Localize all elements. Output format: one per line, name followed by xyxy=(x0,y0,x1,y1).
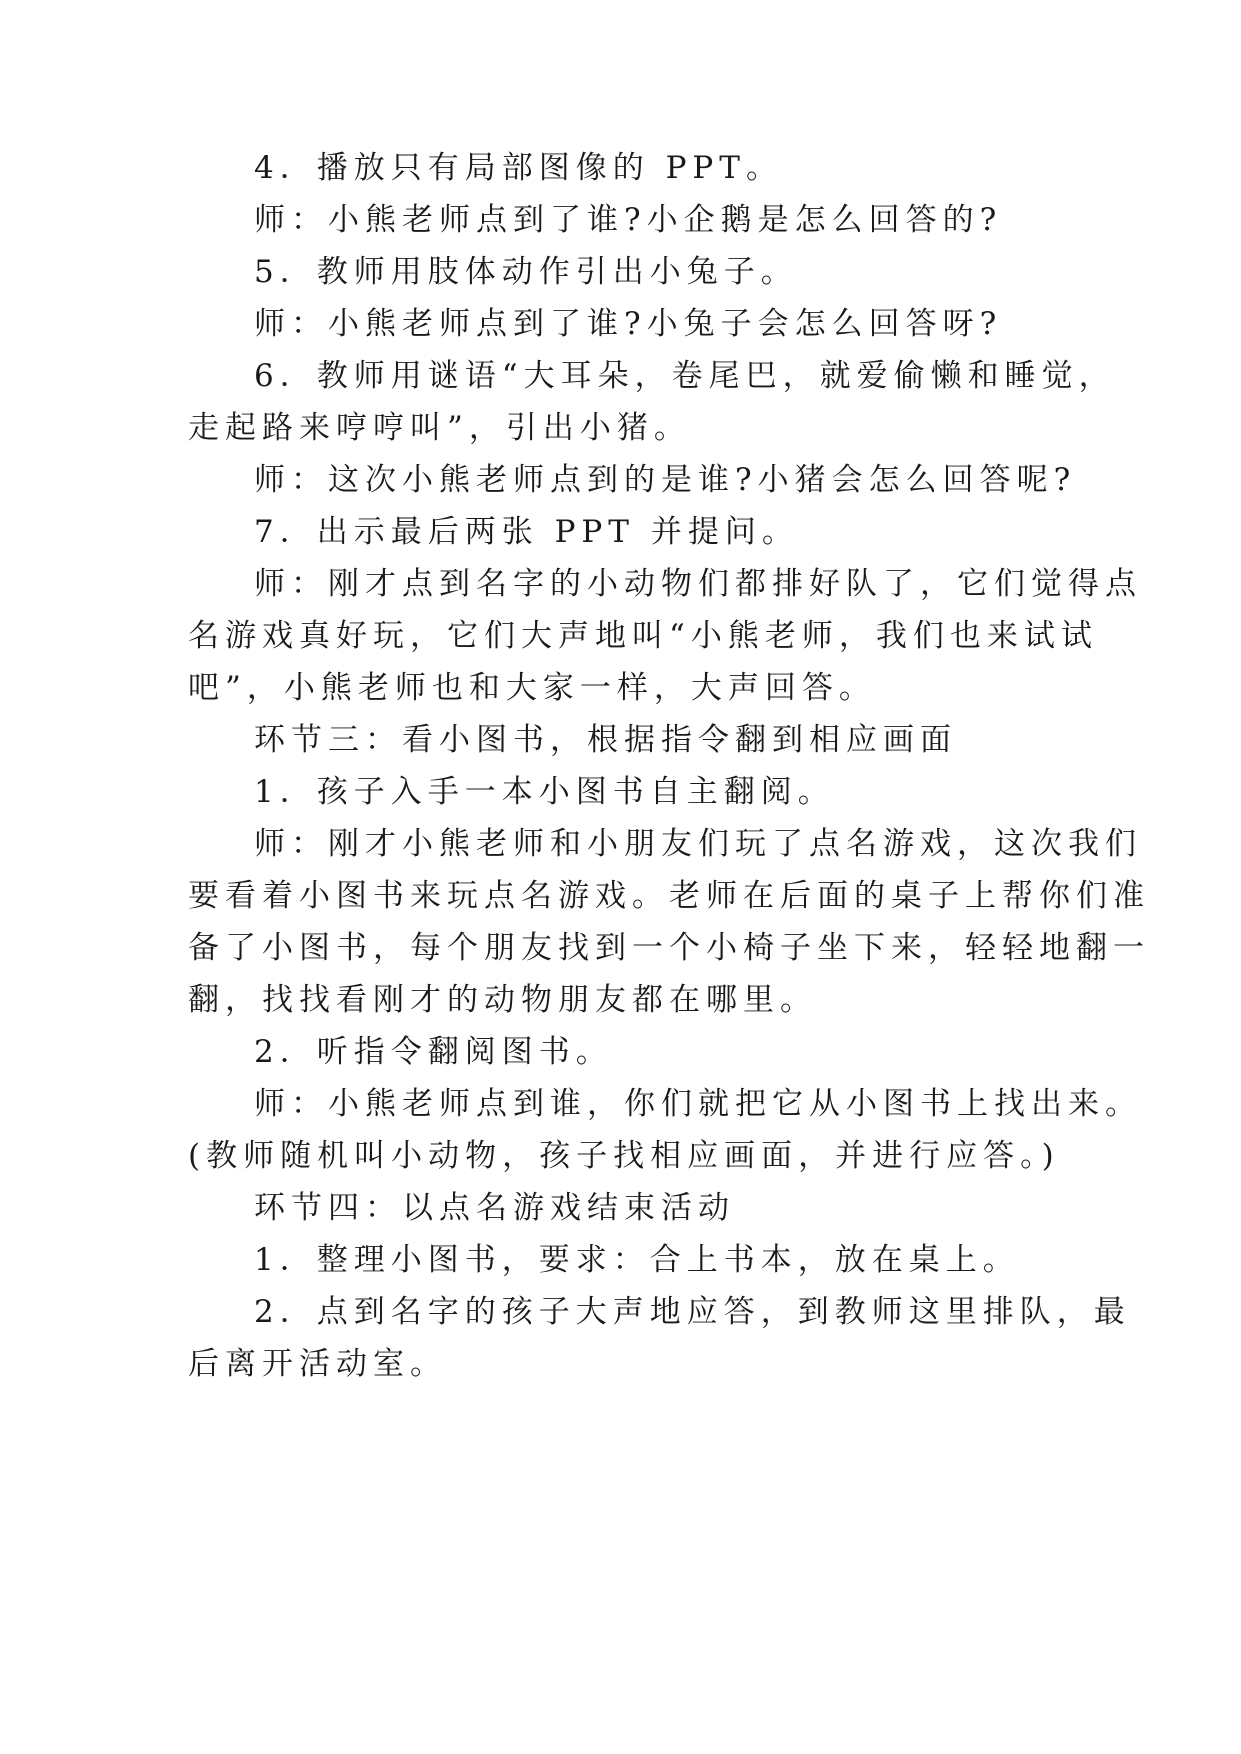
section-4-step-2: 2．点到名字的孩子大声地应答，到教师这里排队，最 xyxy=(254,1294,1131,1330)
teacher-line-5-cont-3: 翻，找找看刚才的动物朋友都在哪里。 xyxy=(188,982,817,1018)
step-4-line: 4．播放只有局部图像的 PPT。 xyxy=(254,150,783,186)
teacher-line-2: 师：小熊老师点到了谁?小兔子会怎么回答呀? xyxy=(254,306,1003,342)
teacher-line-6: 师：小熊老师点到谁，你们就把它从小图书上找出来。 xyxy=(254,1086,1142,1122)
teacher-line-6-note: (教师随机叫小动物，孩子找相应画面，并进行应答。) xyxy=(188,1138,1060,1174)
section-4-step-1: 1．整理小图书，要求：合上书本，放在桌上。 xyxy=(254,1242,1020,1278)
teacher-line-1: 师：小熊老师点到了谁?小企鹅是怎么回答的? xyxy=(254,202,1003,238)
step-7-line: 7．出示最后两张 PPT 并提问。 xyxy=(254,514,799,550)
teacher-line-5: 师：刚才小熊老师和小朋友们玩了点名游戏，这次我们 xyxy=(254,826,1142,862)
teacher-line-5-cont-1: 要看着小图书来玩点名游戏。老师在后面的桌子上帮你们准 xyxy=(188,878,1150,914)
section-3-step-2: 2．听指令翻阅图书。 xyxy=(254,1034,613,1070)
section-3-step-1: 1．孩子入手一本小图书自主翻阅。 xyxy=(254,774,835,810)
teacher-line-4-cont-1: 名游戏真好玩，它们大声地叫“小熊老师，我们也来试试 xyxy=(188,618,1098,654)
step-6-line-cont: 走起路来哼哼叫”，引出小猪。 xyxy=(188,410,691,446)
teacher-line-3: 师：这次小熊老师点到的是谁?小猪会怎么回答呢? xyxy=(254,462,1077,498)
step-5-line: 5．教师用肢体动作引出小兔子。 xyxy=(254,254,798,290)
section-4-step-2-cont: 后离开活动室。 xyxy=(188,1346,447,1382)
teacher-line-4-cont-2: 吧”，小熊老师也和大家一样，大声回答。 xyxy=(188,670,876,706)
section-3-heading: 环节三：看小图书，根据指令翻到相应画面 xyxy=(254,722,957,758)
step-6-line: 6．教师用谜语“大耳朵，卷尾巴，就爱偷懒和睡觉， xyxy=(254,358,1116,394)
teacher-line-4: 师：刚才点到名字的小动物们都排好队了，它们觉得点 xyxy=(254,566,1142,602)
teacher-line-5-cont-2: 备了小图书，每个朋友找到一个小椅子坐下来，轻轻地翻一 xyxy=(188,930,1150,966)
section-4-heading: 环节四：以点名游戏结束活动 xyxy=(254,1190,735,1226)
